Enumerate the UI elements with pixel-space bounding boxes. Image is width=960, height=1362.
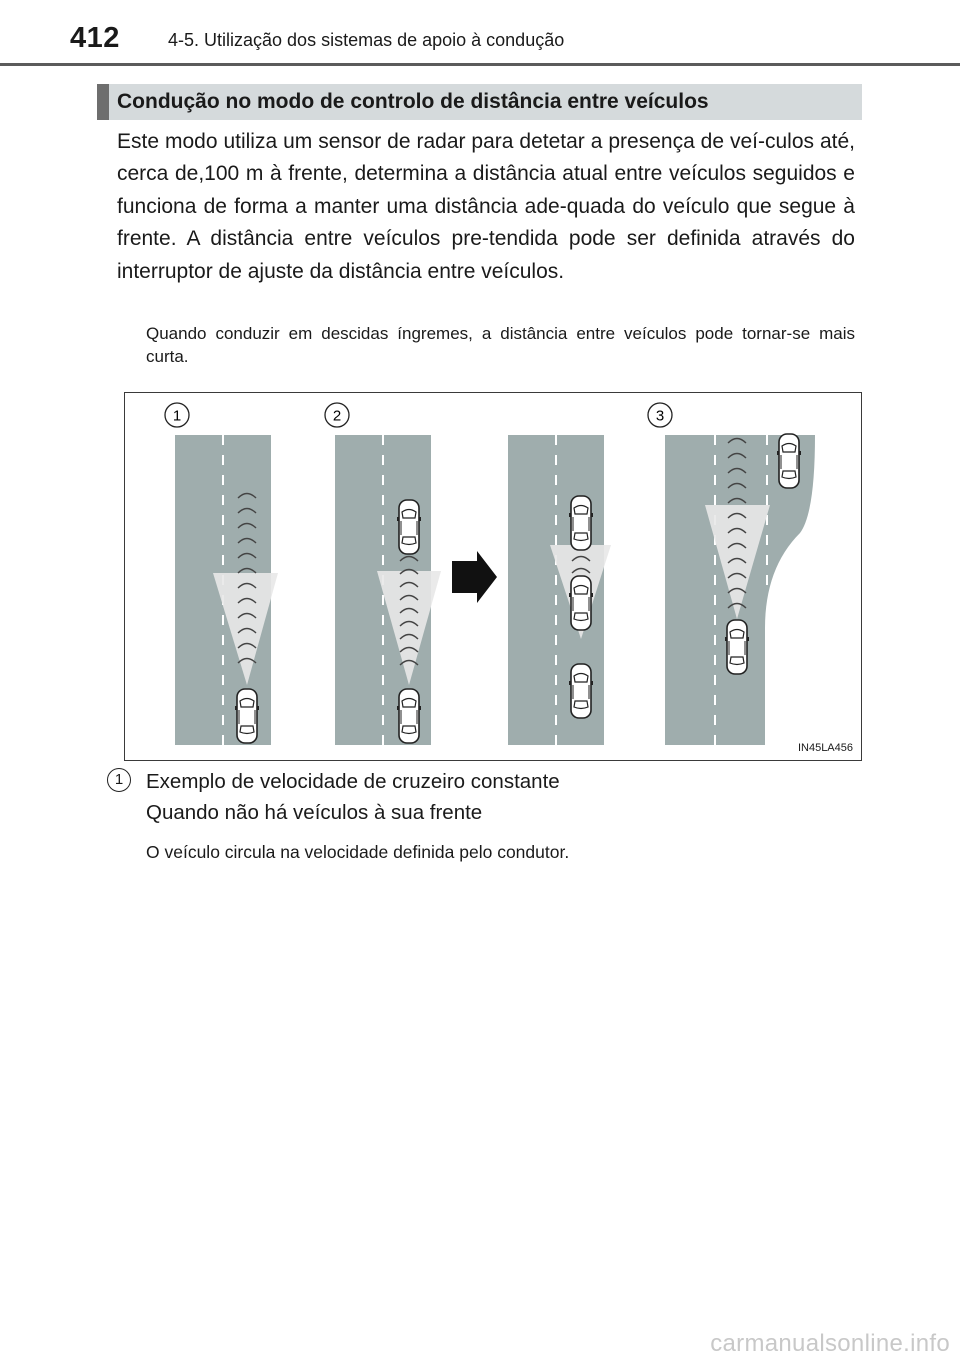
figure-code: IN45LA456 — [797, 742, 853, 754]
figure-label-1: 1 — [172, 407, 182, 425]
own-car — [397, 689, 421, 743]
section-header: 4-5. Utilização dos sistemas de apoio à condução — [168, 30, 565, 50]
scene-1 — [165, 403, 278, 745]
caption-description: O veículo circula na velocidade definida pelo condutor. — [146, 842, 570, 862]
transition-arrow — [452, 551, 497, 603]
illustration-drawing — [125, 393, 863, 762]
own-car — [235, 689, 259, 743]
illustration — [124, 392, 862, 761]
own-car-behind — [569, 664, 593, 718]
figure-label-3: 3 — [655, 407, 665, 425]
own-car — [725, 620, 749, 674]
car-changing-lane — [777, 434, 801, 488]
scene-2 — [325, 403, 441, 745]
page-number: 412 — [70, 22, 120, 54]
scene-3 — [648, 403, 815, 745]
preceding-car — [569, 496, 593, 550]
scene-2b — [508, 435, 611, 745]
section-title: Condução no modo de controlo de distância entre veículos — [117, 90, 709, 113]
own-car-approaching — [569, 576, 593, 630]
figure-label-2: 2 — [332, 407, 342, 425]
caption-subtitle: Quando não há veículos à sua frente — [146, 801, 483, 824]
note-paragraph: Quando conduzir em descidas íngremes, a distância entre veículos pode tornar-se mais curta. — [146, 324, 855, 366]
caption-number-badge: 1 — [107, 768, 131, 792]
title-accent-bar — [97, 84, 109, 120]
watermark: carmanualsonline.info — [710, 1330, 950, 1357]
preceding-car — [397, 500, 421, 554]
header-divider — [0, 63, 960, 66]
body-paragraph: Este modo utiliza um sensor de radar para detetar a presença de veí-culos até, cerca de,100 m à frente, determina a distância atual entre veículos seguidos e funciona de forma a manter uma distância ade-quada do veículo que segue à frente. A distância entre veículos pre-tendida pode ser definida através do interruptor de ajuste da distância entre veículos. — [117, 130, 855, 283]
section-title-box — [97, 84, 862, 120]
caption-title: Exemplo de velocidade de cruzeiro constante — [146, 770, 560, 793]
